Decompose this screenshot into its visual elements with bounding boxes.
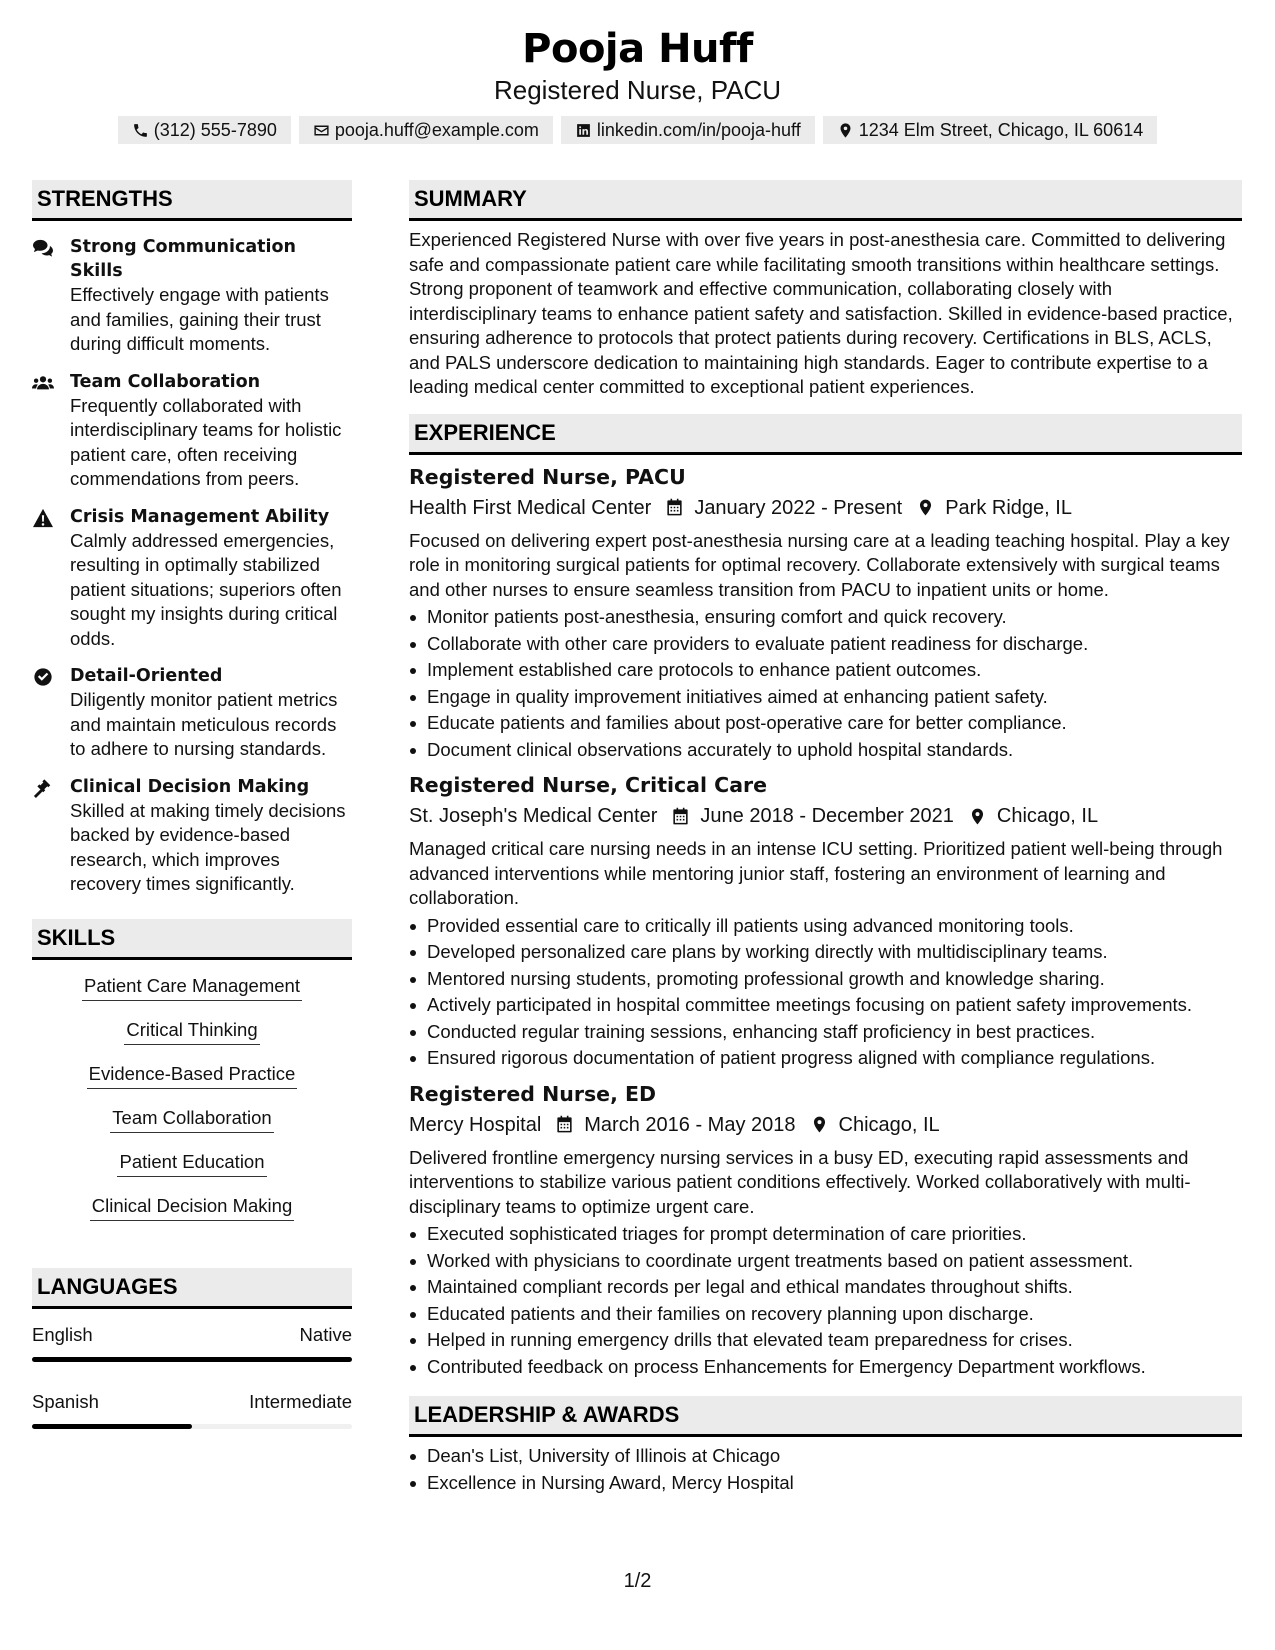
- job-company: St. Joseph's Medical Center: [409, 805, 658, 827]
- strength-title: Team Collaboration: [70, 371, 261, 392]
- job-meta: [409, 801, 1242, 831]
- strengths-list: [32, 235, 352, 897]
- bullet-item: Developed personalized care plans by working directly with multidisciplinary teams.: [409, 939, 1242, 966]
- job-meta: [409, 493, 1242, 523]
- bullet-item: Maintained compliant records per legal and ethical mandates throughout shifts.: [409, 1274, 1242, 1301]
- candidate-role: Registered Nurse, PACU: [493, 75, 782, 105]
- job-entry: [409, 463, 1242, 764]
- language-item: [32, 1390, 352, 1429]
- job-dates: March 2016 - May 2018: [584, 1113, 796, 1136]
- job-description: Delivered frontline emergency nursing services in a busy ED, executing rapid assessments and interventions to stabilize various patient conditions effectively. Worked collaboratively with multi-disciplinary teams to optimize urgent care.: [409, 1146, 1191, 1217]
- skills-list: [32, 974, 352, 1238]
- job-location: Chicago, IL: [838, 1113, 940, 1136]
- map-marker-icon: [968, 807, 987, 826]
- skills-heading: SKILLS: [32, 919, 352, 960]
- map-marker-icon: [837, 122, 854, 139]
- right-column: [409, 180, 1242, 1496]
- language-proficiency-fill: [32, 1424, 192, 1429]
- awards-list: [409, 1443, 1242, 1496]
- language-proficiency-bar: [32, 1357, 352, 1362]
- skill-item: Patient Care Management: [82, 974, 302, 1001]
- strength-item: [32, 505, 352, 652]
- strength-item: [32, 370, 352, 492]
- job-description: Managed critical care nursing needs in an intense ICU setting. Prioritized patient well-being through advanced interventions while mentoring junior staff, fostering an environment of learning and collaboration.: [409, 838, 1223, 908]
- summary-text: Experienced Registered Nurse with over five years in post-anesthesia care. Committed to delivering safe and compassionate patient care while facilitating smooth transitions within healthcare settings. Strong proponent of teamwork and effective communication, collaborating closely with interdisciplinary teams to enhance patient safety and satisfaction. Skilled in evidence-based practice, ensuring adherence to protocols that protect patients during recovery. Certifications in BLS, ACLS, and PALS underscore dedication to maintaining high standards. Eager to contribute expertise to a leading medical center committed to exceptional patient experiences.: [409, 229, 1233, 397]
- job-meta: [409, 1110, 1242, 1140]
- language-proficiency-bar: [32, 1424, 352, 1429]
- job-title: Registered Nurse, ED: [409, 1081, 657, 1106]
- bullet-item: Provided essential care to critically ill patients using advanced monitoring tools.: [409, 913, 1242, 940]
- contact-address: [823, 116, 1158, 144]
- bullet-item: Document clinical observations accurately to uphold hospital standards.: [409, 737, 1242, 764]
- bullet-item: Engage in quality improvement initiatives aimed at enhancing patient safety.: [409, 684, 1242, 711]
- job-dates: June 2018 - December 2021: [700, 805, 954, 827]
- map-marker-icon: [916, 498, 935, 517]
- resume-header: [0, 22, 1275, 144]
- job-entry: [409, 1080, 1242, 1381]
- job-location: Park Ridge, IL: [945, 496, 1072, 519]
- job-title: Registered Nurse, PACU: [409, 464, 686, 489]
- bullet-item: Implement established care protocols to enhance patient outcomes.: [409, 657, 1242, 684]
- strength-item: [32, 775, 352, 897]
- calendar-icon: [671, 807, 690, 826]
- bullet-item: Ensured rigorous documentation of patient progress aligned with compliance regulations.: [409, 1045, 1242, 1072]
- bullet-item: Actively participated in hospital committee meetings focusing on patient safety improvements.: [409, 992, 1242, 1019]
- language-name: Spanish: [32, 1390, 99, 1412]
- bullet-item: Executed sophisticated triages for prompt determination of care priorities.: [409, 1221, 1242, 1248]
- job-title: Registered Nurse, Critical Care: [409, 773, 768, 797]
- bullet-item: Educate patients and families about post-operative care for better compliance.: [409, 710, 1242, 737]
- envelope-icon: [313, 122, 330, 139]
- job-entry: [409, 771, 1242, 1072]
- candidate-name: Pooja Huff: [522, 26, 753, 72]
- award-item: Dean's List, University of Illinois at Chicago: [409, 1443, 1242, 1470]
- strength-description: Skilled at making timely decisions backed by evidence-based research, which improves recovery times significantly.: [70, 799, 346, 894]
- bullet-item: Mentored nursing students, promoting professional growth and knowledge sharing.: [409, 966, 1242, 993]
- linkedin-icon: [575, 122, 592, 139]
- strength-title: Strong Communication Skills: [70, 237, 296, 281]
- contact-phone-text: (312) 555-7890: [153, 119, 277, 140]
- strength-item: [32, 235, 352, 357]
- contact-phone[interactable]: [118, 116, 291, 144]
- summary-heading: SUMMARY: [409, 180, 1242, 221]
- awards-heading: LEADERSHIP & AWARDS: [409, 1396, 1242, 1437]
- strength-title: Clinical Decision Making: [70, 776, 310, 797]
- contact-bar: [0, 116, 1275, 144]
- left-column: [32, 180, 352, 1429]
- phone-icon: [132, 122, 149, 139]
- language-item: [32, 1323, 352, 1362]
- languages-heading: LANGUAGES: [32, 1268, 352, 1309]
- map-marker-icon: [810, 1115, 829, 1134]
- skill-item: Evidence-Based Practice: [87, 1062, 298, 1089]
- skill-item: Critical Thinking: [124, 1018, 259, 1045]
- strength-description: Calmly addressed emergencies, resulting in optimally stabilized patient situations; superiors often sought my insights during critical odds.: [70, 529, 342, 649]
- job-company: Mercy Hospital: [409, 1113, 542, 1136]
- contact-address-text: 1234 Elm Street, Chicago, IL 60614: [858, 119, 1144, 140]
- warning-icon: [32, 508, 54, 528]
- strengths-heading: STRENGTHS: [32, 180, 352, 221]
- bullet-item: Worked with physicians to coordinate urgent treatments based on patient assessment.: [409, 1248, 1242, 1275]
- gavel-icon: [32, 778, 54, 798]
- strength-item: [32, 664, 352, 762]
- job-dates: January 2022 - Present: [694, 496, 903, 519]
- strength-description: Diligently monitor patient metrics and maintain meticulous records to adhere to nursing standards.: [70, 689, 338, 759]
- job-bullets: [409, 1221, 1242, 1380]
- bullet-item: Helped in running emergency drills that elevated team preparedness for crises.: [409, 1327, 1242, 1354]
- skill-item: Clinical Decision Making: [90, 1194, 295, 1221]
- strength-title: Detail-Oriented: [70, 666, 223, 686]
- job-company: Health First Medical Center: [409, 496, 652, 519]
- language-proficiency-fill: [32, 1357, 352, 1362]
- calendar-icon: [665, 498, 684, 517]
- calendar-icon: [555, 1115, 574, 1134]
- bullet-item: Collaborate with other care providers to evaluate patient readiness for discharge.: [409, 631, 1242, 658]
- job-bullets: [409, 913, 1242, 1072]
- comments-icon: [32, 238, 54, 258]
- bullet-item: Monitor patients post-anesthesia, ensuring comfort and quick recovery.: [409, 604, 1242, 631]
- skill-item: Team Collaboration: [110, 1106, 273, 1133]
- languages-list: [32, 1323, 352, 1429]
- experience-heading: EXPERIENCE: [409, 414, 1242, 455]
- users-icon: [32, 373, 54, 393]
- contact-email-text: pooja.huff@example.com: [334, 119, 539, 140]
- page-number: 1/2: [623, 1570, 652, 1592]
- strength-description: Effectively engage with patients and families, gaining their trust during difficult moments.: [70, 284, 329, 354]
- check-circle-icon: [32, 667, 54, 687]
- contact-linkedin-text: linkedin.com/in/pooja-huff: [596, 119, 801, 140]
- award-item: Excellence in Nursing Award, Mercy Hospital: [409, 1470, 1242, 1497]
- skill-item: Patient Education: [117, 1150, 266, 1177]
- job-location: Chicago, IL: [996, 805, 1099, 827]
- bullet-item: Educated patients and their families on recovery planning upon discharge.: [409, 1301, 1242, 1328]
- language-level: Native: [299, 1323, 352, 1345]
- contact-linkedin[interactable]: [561, 116, 815, 144]
- language-name: English: [32, 1323, 93, 1345]
- job-bullets: [409, 604, 1242, 763]
- bullet-item: Contributed feedback on process Enhancements for Emergency Department workflows.: [409, 1354, 1242, 1381]
- language-level: Intermediate: [249, 1390, 352, 1412]
- strength-title: Crisis Management Ability: [70, 506, 330, 527]
- contact-email[interactable]: [299, 116, 553, 144]
- bullet-item: Conducted regular training sessions, enhancing staff proficiency in best practices.: [409, 1019, 1242, 1046]
- strength-description: Frequently collaborated with interdisciplinary teams for holistic patient care, often receiving commendations from peers.: [70, 394, 342, 489]
- job-description: Focused on delivering expert post-anesthesia nursing care at a leading teaching hospital. Play a key role in monitoring surgical patients for optimal recovery. Collaborate extensively with surgical teams and other nurses to ensure seamless transition from PACU to inpatient units or home.: [409, 529, 1230, 600]
